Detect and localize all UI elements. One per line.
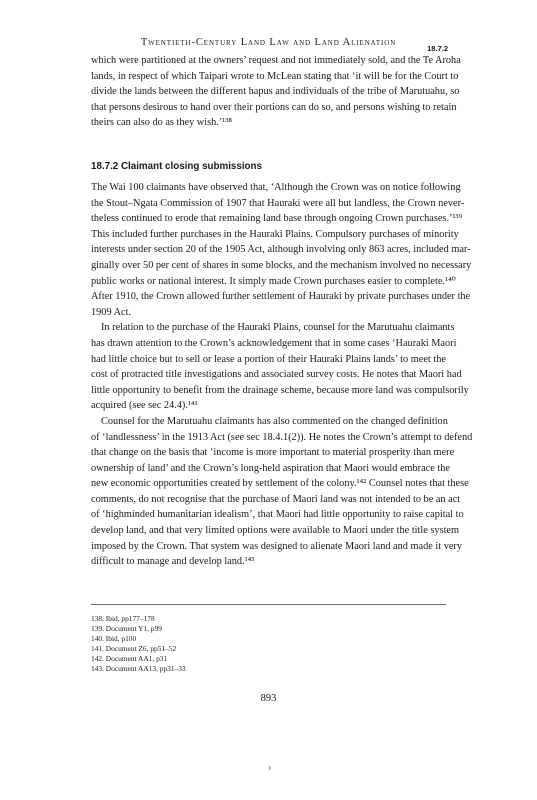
text-line: 1909 Act. bbox=[91, 306, 132, 318]
text-line: comments, do not recognise that the purchase of Maori land was not intended to be an act bbox=[91, 493, 461, 505]
text-line: This included further purchases in the Hauraki Plains. Compulsory purchases of minority bbox=[91, 228, 459, 240]
text-line: divide the lands between the different hapus and individuals of the tribe of Marutuahu, so bbox=[91, 86, 460, 98]
scan-speck bbox=[269, 766, 271, 770]
text-line: of ‘highminded humanitarian idealism’, that Maori had little opportunity to raise capital to bbox=[91, 509, 464, 521]
section-heading: 18.7.2 Claimant closing submissions bbox=[91, 161, 262, 172]
text-line: cost of protracted title investigations and associated survey costs. He notes that Maori had bbox=[91, 369, 462, 381]
footnote: 143. Document AA13, pp31–33 bbox=[91, 663, 186, 673]
footnotes bbox=[91, 614, 186, 673]
footnote: 141. Document Z6, pp51–52 bbox=[91, 643, 177, 653]
page-number: 893 bbox=[260, 693, 277, 704]
text-line: the Stout–Ngata Commission of 1907 that Hauraki were all but landless, the Crown never- bbox=[91, 197, 465, 209]
text-line: theirs can also do as they wish.’¹³⁸ bbox=[91, 117, 233, 129]
text-line: After 1910, the Crown allowed further settlement of Hauraki by private purchases under the bbox=[91, 291, 471, 303]
text-line: little opportunity to benefit from the drainage scheme, because more land was compulsorily bbox=[91, 384, 469, 396]
text-line: lands, in respect of which Taipari wrote to McLean stating that ‘it will be for the Court to bbox=[91, 70, 459, 82]
text-line: public works or national interest. It simply made Crown purchases easier to complete.¹⁴⁰ bbox=[91, 275, 456, 287]
text-line: new economic opportunities created by settlement of the colony.¹⁴² Counsel notes that these bbox=[91, 478, 469, 490]
running-head: Twentieth-Century Land Law and Land Alienation bbox=[140, 37, 397, 48]
text-line: that persons desirous to hand over their portions can do so, and persons wishing to retain bbox=[91, 101, 457, 113]
text-line: imposed by the Crown. That system was designed to alienate Maori land and made it very bbox=[91, 540, 462, 552]
text-line: ginally over 50 per cent of shares in some blocks, and the mechanism involved no necessary bbox=[91, 259, 472, 271]
text-line: that change on the basis that ‘income is more important to material prosperity than mere bbox=[91, 447, 455, 459]
text-line: In relation to the purchase of the Hauraki Plains, counsel for the Marutuahu claimants bbox=[101, 322, 455, 334]
footnote: 140. Ibid, p100 bbox=[91, 633, 137, 643]
paragraph-1 bbox=[91, 180, 473, 570]
text-line: had little choice but to sell or lease a portion of their Hauraki Plains lands’ to meet the bbox=[91, 353, 446, 365]
text-line: of ‘landlessness’ in the 1913 Act (see sec 18.4.1(2)). He notes the Crown’s attempt to defend bbox=[91, 431, 473, 443]
text-line: Counsel for the Marutuahu claimants has also commented on the changed definition bbox=[101, 415, 448, 427]
text-line: theless continued to erode that remaining land base through ongoing Crown purchases.’¹³⁹ bbox=[91, 213, 463, 225]
text-line: interests under section 20 of the 1905 Act, although involving only 863 acres, included mar- bbox=[91, 244, 471, 256]
text-line: ownership of land’ and the Crown’s long-held aspiration that Maori would embrace the bbox=[91, 462, 450, 474]
footnote: 139. Document Y1, p99 bbox=[91, 623, 162, 633]
text-line: The Wai 100 claimants have observed that, ‘Although the Crown was on notice following bbox=[91, 182, 461, 193]
text-line: difficult to manage and develop land.¹⁴³ bbox=[91, 556, 255, 568]
paragraph-continued bbox=[91, 53, 461, 131]
text-line: has drawn attention to the Crown’s acknowledgement that in some cases ‘Hauraki Maori bbox=[91, 337, 457, 349]
section-number: 18.7.2 bbox=[427, 44, 448, 53]
footnote-divider bbox=[91, 604, 446, 605]
footnote: 142. Document AA1, p31 bbox=[91, 653, 168, 663]
text-line: acquired (see sec 24.4).¹⁴¹ bbox=[91, 400, 198, 412]
text-line: develop land, and that very limited options were available to Maori under the title system bbox=[91, 525, 460, 537]
footnote: 138. Ibid, pp177–178 bbox=[91, 614, 155, 623]
text-line: which were partitioned at the owners’ request and not immediately sold, and the Te Aroha bbox=[91, 55, 461, 66]
